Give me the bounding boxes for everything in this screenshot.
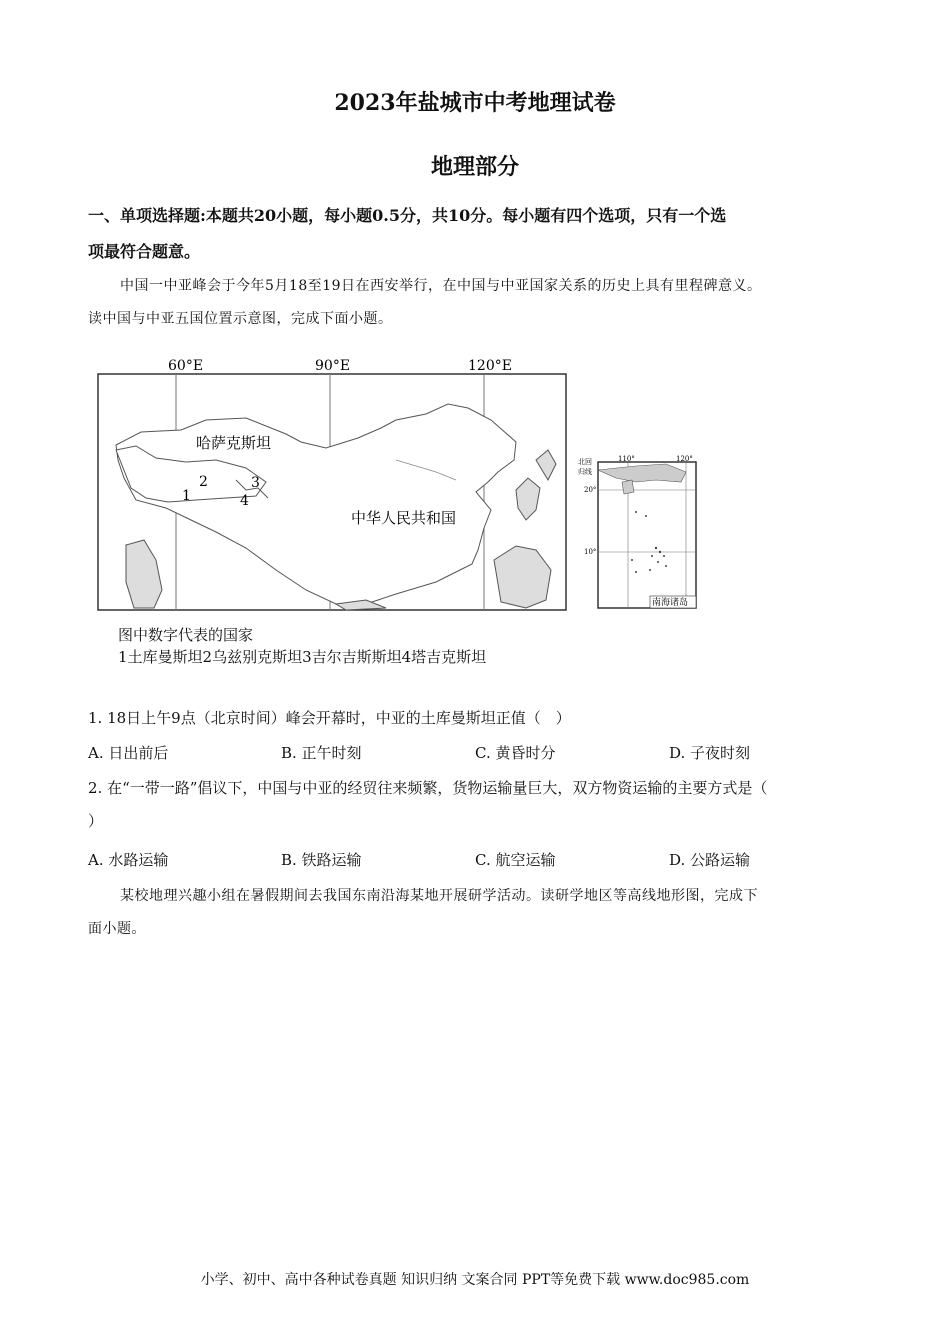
question-2	[88, 772, 868, 838]
intro2-line1: 某校地理兴趣小组在暑假期间去我国东南沿海某地开展研学活动。读研学地区等高线地形图，完成下	[120, 888, 758, 904]
label-china: 中华人民共和国	[351, 509, 457, 527]
q2-option-a: A. 水路运输	[88, 851, 169, 869]
label-kazakhstan: 哈萨克斯坦	[196, 434, 272, 452]
section-heading-line1: 一、单项选择题:本题共20小题，每小题0.5分，共10分。每小题有四个选项，只有一个选	[88, 206, 727, 225]
intro2-line2: 面小题。	[88, 921, 146, 937]
south-china-sea-inset	[576, 452, 700, 612]
intro-paragraph-2	[88, 880, 868, 946]
map-num-2: 2	[199, 474, 208, 490]
map-num-4: 4	[240, 493, 249, 509]
page-footer: 小学、初中、高中各种试卷真题 知识归纳 文案合同 PPT等免费下载 www.doc985.com	[200, 1272, 750, 1288]
question-1	[88, 702, 868, 735]
intro-line1: 中国一中亚峰会于今年5月18至19日在西安举行，在中国与中亚国家关系的历史上具有里程碑意义。	[120, 278, 762, 294]
inset-lat-10: 10°	[584, 548, 597, 556]
inset-lon-120: 120°	[676, 455, 693, 463]
question-2-stem-line2: ）	[88, 812, 104, 830]
map-num-1: 1	[182, 488, 191, 504]
q1-option-b: B. 正午时刻	[281, 744, 362, 762]
lon-label-90: 90°E	[315, 358, 351, 374]
central-asia-map	[96, 350, 570, 614]
question-1-stem: 1. 18日上午9点（北京时间）峰会开幕时，中亚的土库曼斯坦正值（ ）	[88, 709, 571, 727]
section-heading	[88, 198, 868, 270]
inset-lon-110: 110°	[618, 455, 635, 463]
intro-paragraph	[88, 270, 868, 336]
exam-title: 2023年盐城市中考地理试卷	[334, 90, 616, 116]
q1-option-d: D. 子夜时刻	[669, 744, 751, 762]
lon-label-60: 60°E	[168, 358, 204, 374]
map-num-3: 3	[251, 475, 260, 491]
section-heading-line2: 项最符合题意。	[88, 242, 201, 261]
map-caption	[118, 624, 486, 668]
map-caption-line1: 图中数字代表的国家	[118, 626, 254, 644]
inset-label: 南海诸岛	[652, 598, 689, 608]
q2-option-b: B. 铁路运输	[281, 851, 362, 869]
inset-tropic-label: 北回	[578, 458, 592, 466]
q2-option-d: D. 公路运输	[669, 851, 751, 869]
q1-option-a: A. 日出前后	[88, 744, 169, 762]
intro-line2: 读中国与中亚五国位置示意图，完成下面小题。	[88, 311, 393, 327]
inset-tropic-label-2: 归线	[578, 468, 592, 476]
map-caption-line2: 1土库曼斯坦2乌兹别克斯坦3吉尔吉斯斯坦4塔吉克斯坦	[118, 648, 487, 666]
lon-label-120: 120°E	[468, 358, 512, 374]
q1-option-c: C. 黄昏时分	[475, 744, 556, 762]
q2-option-c: C. 航空运输	[475, 851, 556, 869]
question-2-stem-line1: 2. 在“一带一路”倡议下，中国与中亚的经贸往来频繁，货物运输量巨大，双方物资运输的主要方式是（	[88, 779, 768, 797]
inset-lat-20: 20°	[584, 486, 597, 494]
section-subtitle: 地理部分	[430, 154, 519, 180]
